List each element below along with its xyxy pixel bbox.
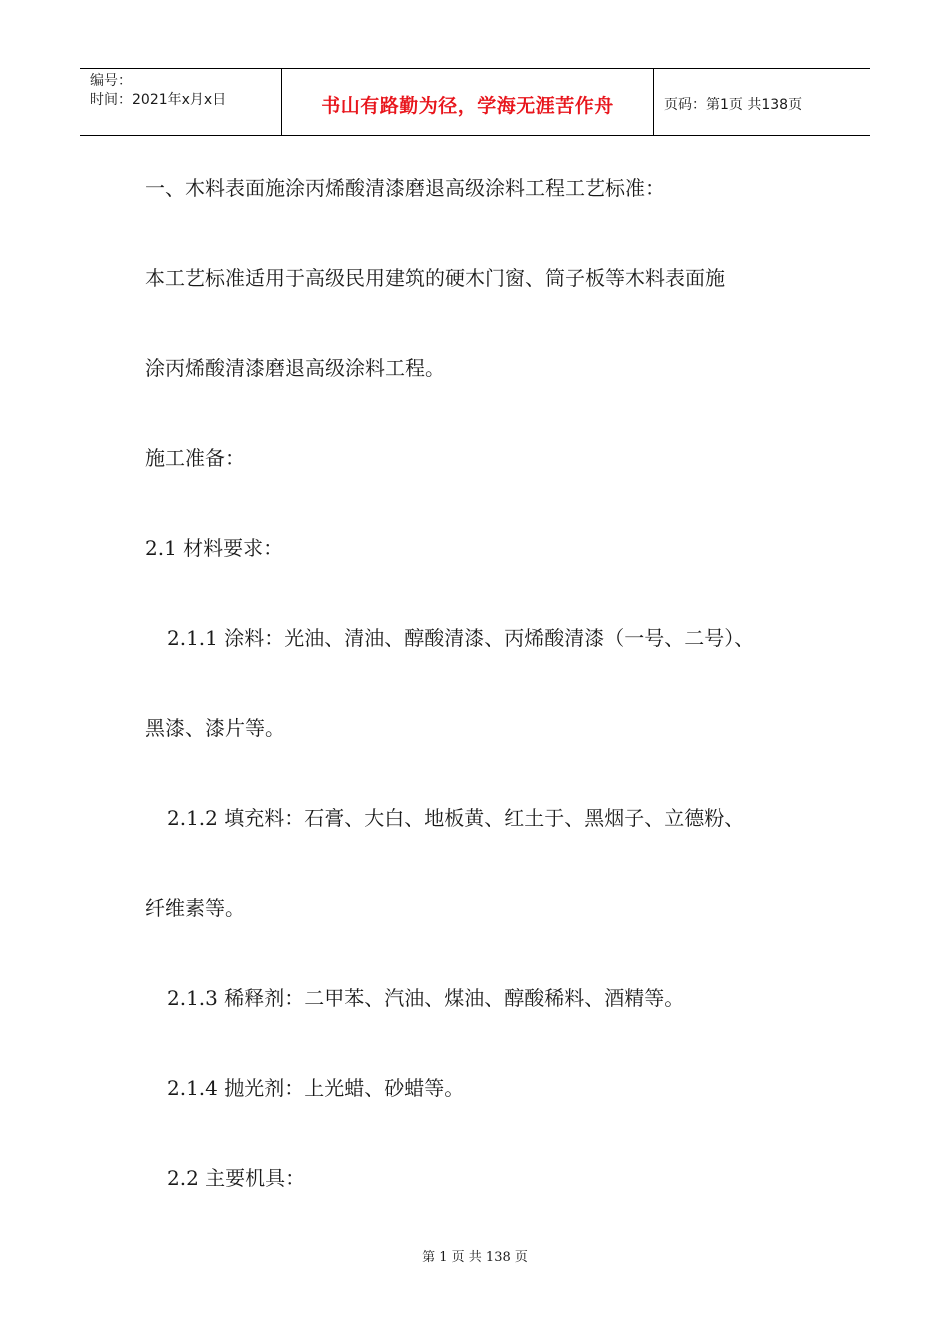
serial-number-label: 编号： [90,73,132,89]
list-item-continuation: 纤维素等。 [145,896,245,920]
list-item: 2.1.4 抛光剂：上光蜡、砂蜡等。 [167,1076,465,1100]
motto-text: 书山有路勤为径，学海无涯苦作舟 [321,94,614,117]
section-heading: 施工准备： [145,446,245,470]
section-heading: 一、木料表面施涂丙烯酸清漆磨退高级涂料工程工艺标准： [145,176,665,200]
list-item: 2.1.3 稀释剂：二甲苯、汽油、煤油、醇酸稀料、酒精等。 [167,986,685,1010]
date-label: 时间：2021年x月x日 [90,92,227,108]
list-item: 2.1.2 填充料：石膏、大白、地板黄、红土于、黑烟子、立德粉、 [167,806,745,830]
list-item: 2.1.1 涂料：光油、清油、醇酸清漆、丙烯酸清漆（一号、二号）、 [167,626,755,650]
body-paragraph: 涂丙烯酸清漆磨退高级涂料工程。 [145,356,445,380]
page-info: 页码：第1页 共138页 [664,97,803,113]
document-header [80,68,870,136]
subsection-heading: 2.2 主要机具： [167,1166,306,1190]
subsection-heading: 2.1 材料要求： [145,536,284,560]
header-motto-cell [282,69,654,135]
body-paragraph: 本工艺标准适用于高级民用建筑的硬木门窗、筒子板等木料表面施 [145,266,725,290]
page-footer [0,1246,950,1265]
footer-page-number: 第 1 页 共 138 页 [422,1250,528,1265]
document-body [145,168,845,1248]
header-page-cell [654,69,870,135]
list-item-continuation: 黑漆、漆片等。 [145,716,285,740]
header-meta-cell [80,69,282,135]
